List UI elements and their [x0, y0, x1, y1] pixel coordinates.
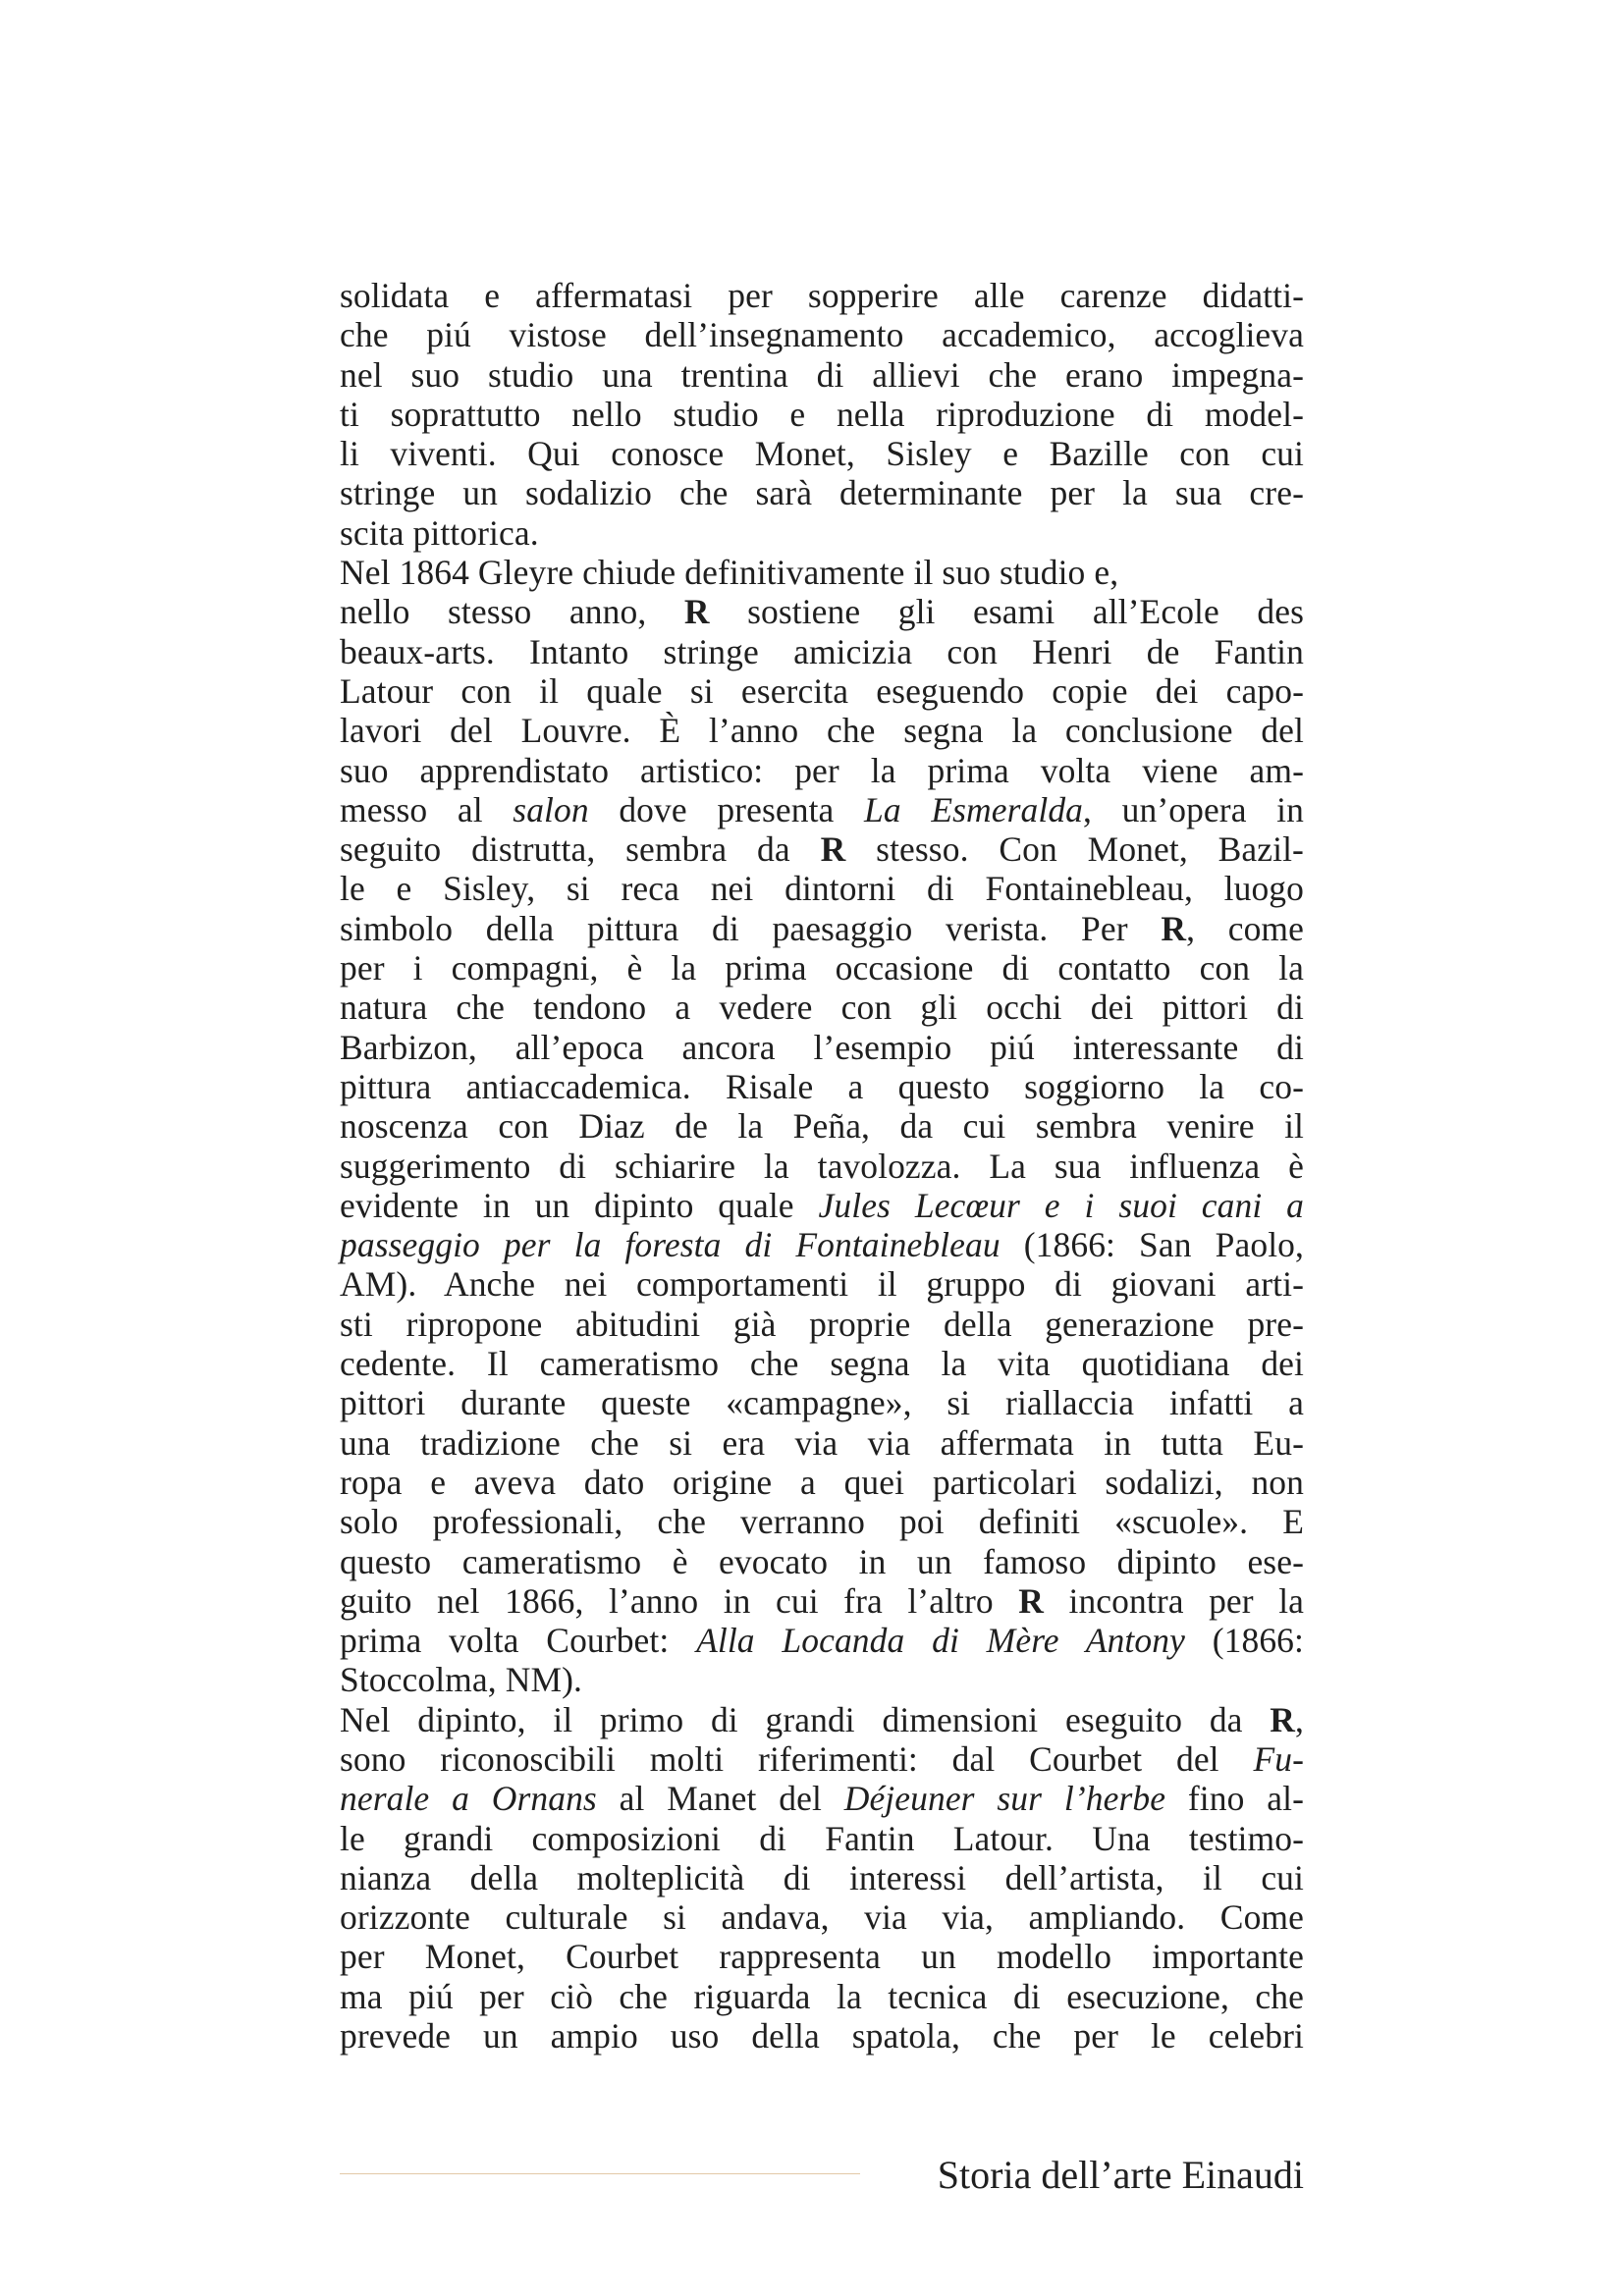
text-line: prima volta Courbet: Alla Locanda di Mère Antony (1866:	[340, 1621, 1304, 1661]
text-line: suggerimento di schiarire la tavolozza. La sua influenza è	[340, 1146, 1304, 1186]
text-line: per i compagni, è la prima occasione di contatto con la	[340, 948, 1304, 988]
text-line: Barbizon, all’epoca ancora l’esempio piú interessante di	[340, 1027, 1304, 1067]
body-text	[340, 276, 1304, 2056]
text-line: lavori del Louvre. È l’anno che segna la conclusione del	[340, 711, 1304, 751]
text-line: ma piú per ciò che riguarda la tecnica di esecuzione, che	[340, 1976, 1304, 2016]
text-line: Nel 1864 Gleyre chiude definitivamente il suo studio e,	[340, 553, 1119, 593]
text-line: noscenza con Diaz de la Peña, da cui sembra venire il	[340, 1106, 1304, 1147]
text-line: nianza della molteplicità di interessi dell’artista, il cui	[340, 1857, 1304, 1897]
text-line: nello stesso anno, R sostiene gli esami all’Ecole des	[340, 592, 1304, 632]
text-line: solo professionali, che verranno poi definiti «scuole». E	[340, 1502, 1304, 1542]
text-line: solidata e affermatasi per sopperire alle carenze didatti-	[340, 276, 1304, 315]
text-line: sono riconoscibili molti riferimenti: dal Courbet del Fu-	[340, 1738, 1304, 1779]
text-line: ti soprattutto nello studio e nella riproduzione di model-	[340, 394, 1304, 434]
text-line: che piú vistose dell’insegnamento accademico, accoglieva	[340, 315, 1304, 355]
text-line: seguito distrutta, sembra da R stesso. Con Monet, Bazil-	[340, 829, 1304, 870]
text-line: guito nel 1866, l’anno in cui fra l’altro R incontra per la	[340, 1580, 1305, 1621]
text-line: Stoccolma, NM).	[340, 1660, 583, 1700]
text-line: questo cameratismo è evocato in un famoso dipinto ese-	[340, 1541, 1304, 1581]
footer-divider	[340, 2173, 860, 2174]
page-footer	[340, 2152, 1304, 2199]
text-line: ropa e aveva dato origine a quei particolari sodalizi, non	[340, 1462, 1304, 1502]
text-line: pittura antiaccademica. Risale a questo soggiorno la co-	[340, 1066, 1304, 1106]
text-line: simbolo della pittura di paesaggio verista. Per R, come	[340, 908, 1304, 948]
text-line: li viventi. Qui conosce Monet, Sisley e Bazille con cui	[340, 434, 1304, 474]
text-line: per Monet, Courbet rappresenta un modello importante	[340, 1937, 1304, 1977]
text-line: Nel dipinto, il primo di grandi dimensioni eseguito da R,	[340, 1699, 1304, 1739]
text-line: nerale a Ornans al Manet del Déjeuner sur l’herbe fino al-	[340, 1779, 1304, 1819]
text-line: le grandi composizioni di Fantin Latour. Una testimo-	[340, 1818, 1304, 1858]
text-line: orizzonte culturale si andava, via via, ampliando. Come	[340, 1897, 1304, 1938]
text-line: prevede un ampio uso della spatola, che per le celebri	[340, 2016, 1304, 2056]
text-line: pittori durante queste «campagne», si riallaccia infatti a	[340, 1383, 1304, 1423]
text-line: sti ripropone abitudini già proprie della generazione pre-	[340, 1304, 1304, 1344]
text-line: natura che tendono a vedere con gli occhi dei pittori di	[340, 988, 1304, 1028]
text-line: AM). Anche nei comportamenti il gruppo di giovani arti-	[340, 1264, 1304, 1305]
text-line: Latour con il quale si esercita eseguendo copie dei capo-	[340, 670, 1304, 711]
text-line: scita pittorica.	[340, 512, 539, 553]
text-line: cedente. Il cameratismo che segna la vita quotidiana dei	[340, 1344, 1304, 1384]
footer-publication-title: Storia dell’arte Einaudi	[937, 2153, 1304, 2197]
text-line: stringe un sodalizio che sarà determinante per la sua cre-	[340, 473, 1304, 513]
text-line: messo al salon dove presenta La Esmeralda, un’opera in	[340, 789, 1304, 829]
text-line: suo apprendistato artistico: per la prima volta viene am-	[340, 750, 1304, 790]
text-line: le e Sisley, si reca nei dintorni di Fontainebleau, luogo	[340, 869, 1304, 909]
text-line: una tradizione che si era via via affermata in tutta Eu-	[340, 1422, 1304, 1463]
text-line: beaux-arts. Intanto stringe amicizia con Henri de Fantin	[340, 631, 1304, 671]
text-line: passeggio per la foresta di Fontainebleau (1866: San Paolo,	[340, 1225, 1304, 1265]
text-line: nel suo studio una trentina di allievi che erano impegna-	[340, 354, 1304, 395]
text-line: evidente in un dipinto quale Jules Lecœur e i suoi cani a	[340, 1185, 1304, 1225]
